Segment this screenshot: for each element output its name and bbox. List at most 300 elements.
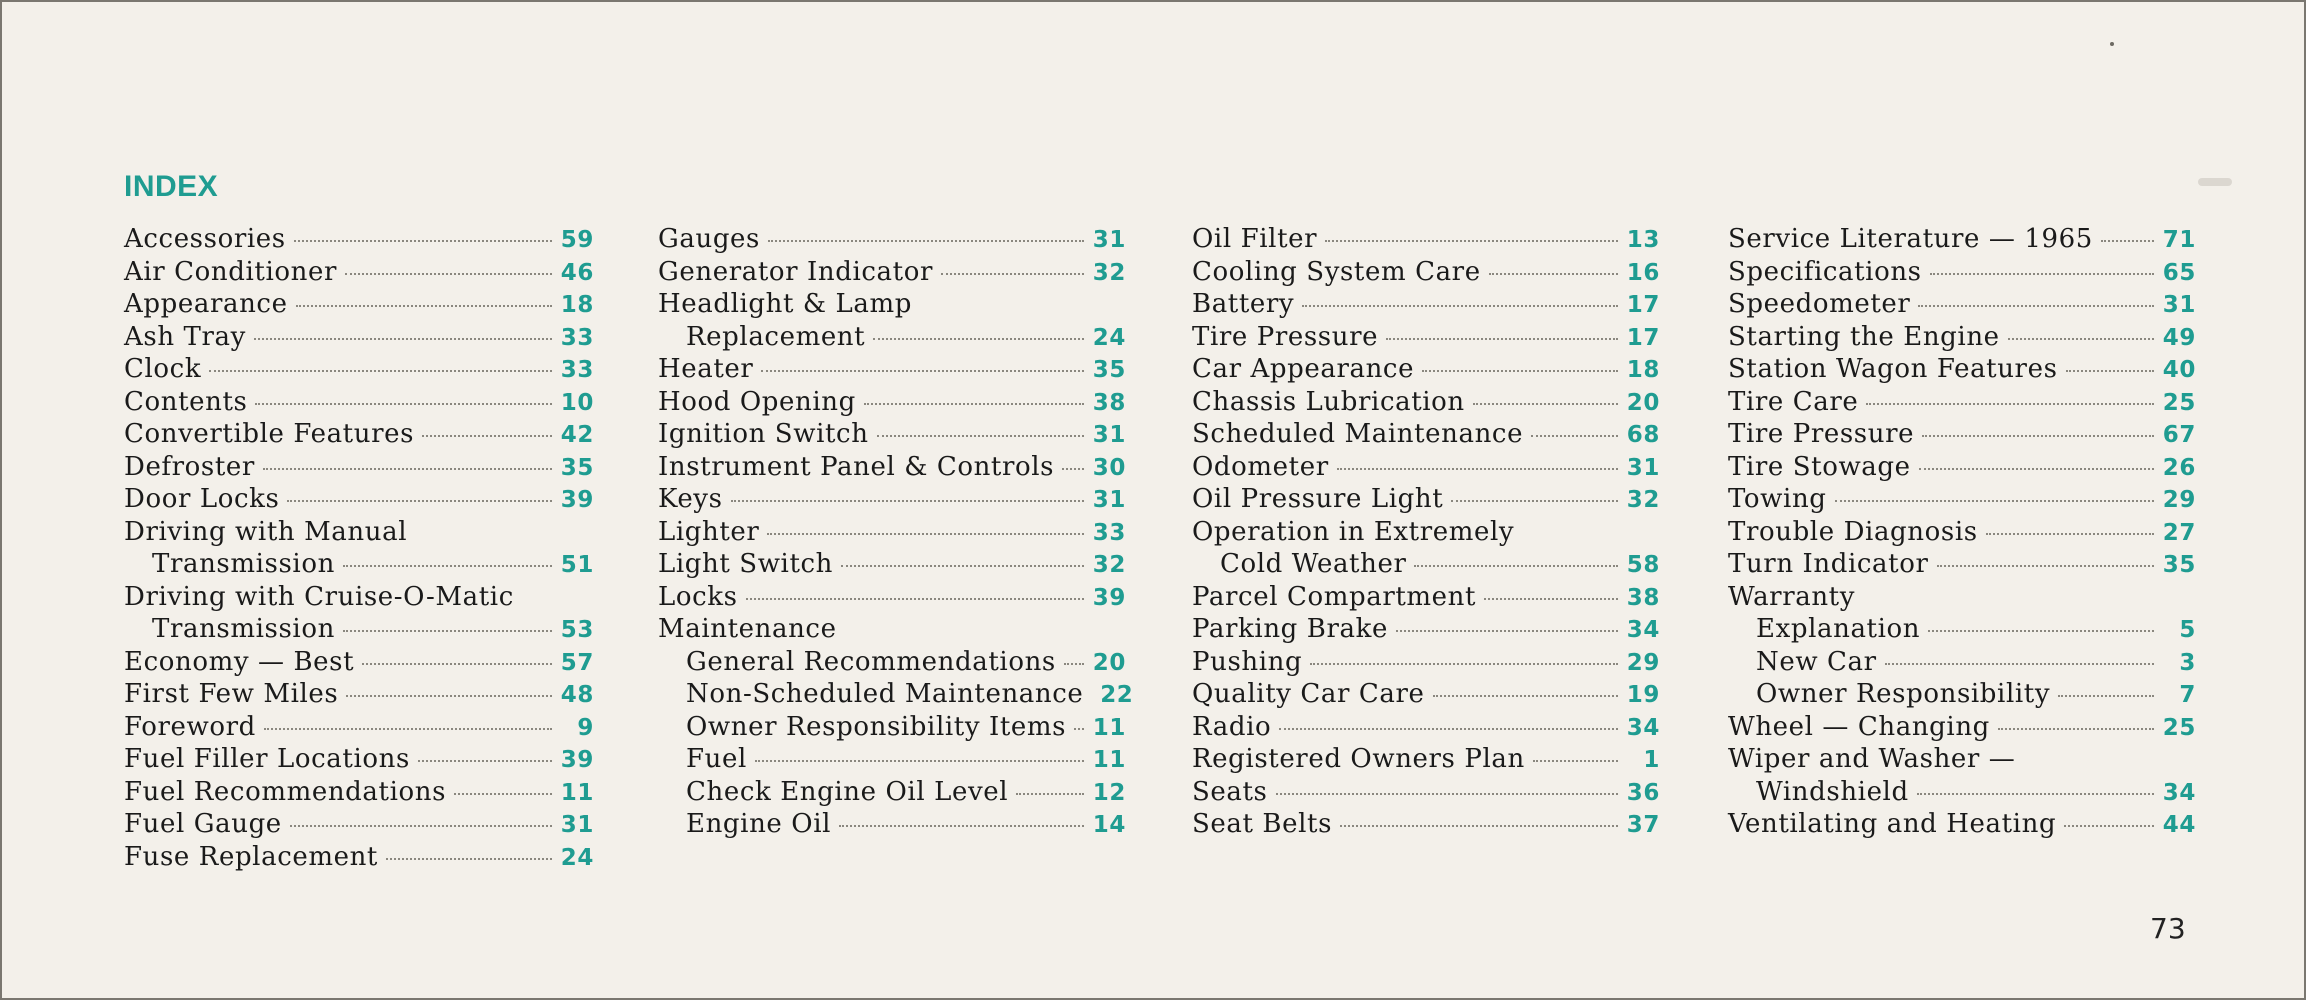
index-entry (1728, 452, 2196, 485)
entry-label: Parking Brake (1192, 614, 1388, 644)
dot-leader (2064, 825, 2154, 827)
entry-label: Clock (124, 354, 202, 384)
entry-label: Replacement (686, 321, 866, 352)
entry-page-number: 5 (2179, 617, 2196, 643)
index-column-3 (1192, 224, 1660, 842)
entry-page-number: 67 (2162, 422, 2196, 448)
entry-page-number: 17 (1626, 292, 1660, 318)
dot-leader (1310, 663, 1618, 665)
dot-leader (2008, 338, 2154, 340)
dot-leader (345, 273, 552, 275)
entry-label: Registered Owners Plan (1192, 744, 1525, 774)
dot-leader (422, 435, 552, 437)
index-entry (658, 582, 1126, 615)
dot-leader (731, 500, 1084, 502)
index-column-1 (124, 224, 594, 874)
entry-label: Fuel (686, 744, 747, 774)
entry-page-number: 31 (560, 812, 594, 838)
entry-label: Fuel Recommendations (124, 776, 447, 807)
dot-leader (1885, 663, 2154, 665)
entry-page-number: 39 (560, 747, 594, 773)
entry-page-number: 71 (2162, 227, 2196, 253)
entry-label: Fuel Gauge (124, 809, 282, 839)
entry-label: Owner Responsibility (1756, 679, 2051, 709)
index-entry (1728, 809, 2196, 842)
entry-page-number: 33 (1092, 519, 1126, 546)
dot-leader (768, 240, 1084, 242)
entry-label: Keys (658, 484, 723, 514)
dot-leader (1531, 435, 1618, 437)
index-entry (124, 354, 594, 387)
entry-page-number: 38 (1626, 584, 1660, 611)
dot-leader (1422, 370, 1618, 372)
index-entry (1192, 419, 1660, 452)
entry-label: Foreword (124, 711, 256, 742)
entry-page-number: 25 (2162, 714, 2196, 741)
index-entry (1728, 224, 2196, 257)
entry-page-number: 24 (1092, 324, 1126, 351)
index-entry (124, 679, 594, 712)
index-entry (658, 517, 1126, 550)
entry-label: Transmission (152, 614, 335, 644)
index-entry (1192, 289, 1660, 322)
entry-page-number: 42 (560, 422, 594, 448)
index-subentry (658, 712, 1126, 745)
dot-leader (1276, 793, 1619, 795)
entry-label: Air Conditioner (124, 256, 338, 287)
index-entry (1192, 484, 1660, 517)
page-title: INDEX (124, 170, 219, 203)
entry-label: Windshield (1756, 776, 1909, 807)
entry-page-number: 31 (1626, 454, 1660, 481)
entry-label: Driving with Cruise-O-Matic (124, 581, 514, 612)
index-entry (1728, 712, 2196, 745)
entry-page-number: 11 (560, 779, 594, 806)
entry-page-number: 10 (560, 389, 594, 416)
entry-page-number: 68 (1626, 422, 1660, 448)
entry-label: Parcel Compartment (1192, 581, 1477, 612)
index-entry (658, 257, 1126, 290)
dot-leader (1998, 728, 2154, 730)
entry-page-number: 32 (1092, 552, 1126, 578)
entry-label: Defroster (124, 451, 255, 482)
entry-page-number: 3 (2179, 649, 2196, 676)
dot-leader (2101, 240, 2154, 242)
entry-label: Warranty (1728, 581, 1856, 612)
dot-leader (1074, 728, 1084, 730)
entry-label: Quality Car Care (1192, 679, 1425, 709)
index-entry (124, 387, 594, 420)
index-entry (1192, 452, 1660, 485)
dot-leader (209, 370, 552, 372)
dot-leader (1451, 500, 1618, 502)
index-subentry (658, 647, 1126, 680)
entry-label: Chassis Lubrication (1192, 386, 1465, 417)
dot-leader (1922, 435, 2154, 437)
entry-page-number: 17 (1626, 324, 1660, 351)
entry-label: Service Literature — 1965 (1728, 224, 2093, 254)
entry-label: Tire Pressure (1728, 419, 1915, 449)
dot-leader (1533, 760, 1618, 762)
dot-leader (839, 825, 1084, 827)
entry-label: Radio (1192, 711, 1272, 742)
index-entry (124, 777, 594, 810)
index-entry (658, 387, 1126, 420)
entry-page-number: 7 (2179, 682, 2196, 708)
entry-page-number: 18 (560, 292, 594, 318)
index-entry-heading (124, 582, 594, 615)
dot-leader (1489, 273, 1618, 275)
dot-leader (343, 630, 552, 632)
entry-page-number: 51 (560, 552, 594, 578)
entry-label: Starting the Engine (1728, 321, 2000, 352)
dot-leader (454, 793, 552, 795)
index-subentry (658, 744, 1126, 777)
dot-leader (1866, 403, 2154, 405)
entry-label: Ignition Switch (658, 419, 869, 449)
dot-leader (1302, 305, 1618, 307)
paper-smudge (2198, 178, 2232, 186)
entry-label: Economy — Best (124, 646, 355, 677)
entry-label: Wiper and Washer — (1728, 744, 2016, 774)
index-entry (658, 224, 1126, 257)
index-entry-heading (1728, 744, 2196, 777)
entry-page-number: 26 (2162, 454, 2196, 481)
index-entry (1728, 484, 2196, 517)
dot-leader (1473, 403, 1618, 405)
index-entry (1192, 744, 1660, 777)
entry-label: Locks (658, 581, 738, 612)
dot-leader (941, 273, 1084, 275)
index-entry (124, 257, 594, 290)
entry-page-number: 38 (1092, 389, 1126, 416)
entry-page-number: 58 (1626, 552, 1660, 578)
entry-page-number: 31 (1092, 487, 1126, 513)
entry-label: Fuse Replacement (124, 841, 378, 872)
dot-leader (1930, 273, 2154, 275)
index-entry (1728, 419, 2196, 452)
entry-page-number: 35 (1092, 357, 1126, 383)
entry-page-number: 22 (1100, 682, 1134, 708)
dot-leader (290, 825, 552, 827)
dot-leader (1340, 825, 1618, 827)
index-entry (1728, 549, 2196, 582)
entry-page-number: 29 (1626, 649, 1660, 676)
dot-leader (294, 240, 552, 242)
index-entry (124, 224, 594, 257)
entry-page-number: 19 (1626, 682, 1660, 708)
index-entry (1192, 712, 1660, 745)
index-entry-heading (124, 517, 594, 550)
dot-leader (1279, 728, 1618, 730)
dot-leader (1396, 630, 1618, 632)
index-entry (1728, 322, 2196, 355)
index-entry (1192, 679, 1660, 712)
index-subentry (658, 679, 1134, 712)
entry-page-number: 11 (1092, 714, 1126, 741)
entry-label: Transmission (152, 549, 335, 579)
entry-page-number: 32 (1626, 487, 1660, 513)
entry-label: New Car (1756, 646, 1877, 677)
entry-label: Convertible Features (124, 419, 415, 449)
dot-leader (2058, 695, 2154, 697)
index-column-4 (1728, 224, 2196, 842)
dot-leader (1337, 468, 1618, 470)
entry-page-number: 31 (2162, 292, 2196, 318)
index-entry-heading (1728, 582, 2196, 615)
entry-page-number: 29 (2162, 487, 2196, 513)
dot-leader (346, 695, 552, 697)
entry-label: Contents (124, 386, 248, 417)
entry-page-number: 53 (560, 617, 594, 643)
entry-label: Tire Stowage (1728, 451, 1911, 482)
dot-leader (2066, 370, 2154, 372)
entry-page-number: 31 (1092, 227, 1126, 253)
entry-label: Trouble Diagnosis (1728, 516, 1978, 547)
page-number: 73 (2150, 912, 2186, 945)
index-subentry (658, 777, 1126, 810)
entry-page-number: 34 (2162, 779, 2196, 806)
index-entry (658, 549, 1126, 582)
dot-leader (255, 403, 552, 405)
index-entry (1192, 582, 1660, 615)
index-entry (1192, 809, 1660, 842)
index-entry-heading (1192, 517, 1660, 550)
entry-label: Cooling System Care (1192, 256, 1481, 287)
dot-leader (287, 500, 552, 502)
entry-label: General Recommendations (686, 646, 1056, 677)
entry-page-number: 65 (2162, 259, 2196, 286)
index-entry (1728, 387, 2196, 420)
index-entry-heading (658, 614, 1126, 647)
entry-page-number: 24 (560, 844, 594, 871)
entry-label: Battery (1192, 289, 1295, 319)
entry-page-number: 59 (560, 227, 594, 253)
entry-label: Cold Weather (1220, 549, 1407, 579)
index-entry (658, 452, 1126, 485)
entry-page-number: 44 (2162, 812, 2196, 838)
entry-label: Scheduled Maintenance (1192, 419, 1524, 449)
entry-label: Lighter (658, 516, 760, 547)
entry-label: Tire Pressure (1192, 321, 1379, 352)
entry-label: Pushing (1192, 646, 1303, 677)
index-entry (124, 419, 594, 452)
index-entry (124, 744, 594, 777)
index-entry (1728, 289, 2196, 322)
entry-page-number: 57 (560, 649, 594, 676)
entry-page-number: 39 (560, 487, 594, 513)
index-entry (1192, 387, 1660, 420)
index-subentry (1728, 647, 2196, 680)
dot-leader (1433, 695, 1619, 697)
index-entry (124, 712, 594, 745)
dot-leader (1835, 500, 2154, 502)
index-entry (1728, 354, 2196, 387)
index-subentry (658, 322, 1126, 355)
entry-label: Station Wagon Features (1728, 354, 2058, 384)
entry-page-number: 32 (1092, 259, 1126, 286)
index-entry (1728, 517, 2196, 550)
entry-label: Hood Opening (658, 386, 856, 417)
index-entry-heading (658, 289, 1126, 322)
entry-page-number: 25 (2162, 389, 2196, 416)
entry-page-number: 35 (2162, 552, 2196, 578)
index-entry (1192, 777, 1660, 810)
entry-label: Maintenance (658, 614, 837, 644)
entry-label: Door Locks (124, 484, 280, 514)
entry-page-number: 20 (1092, 649, 1126, 676)
dot-leader (1016, 793, 1084, 795)
entry-page-number: 39 (1092, 584, 1126, 611)
entry-page-number: 33 (560, 324, 594, 351)
dot-leader (877, 435, 1084, 437)
entry-label: Driving with Manual (124, 516, 408, 547)
dot-leader (841, 565, 1084, 567)
dot-leader (1919, 468, 2154, 470)
dot-leader (1414, 565, 1618, 567)
index-entry (658, 354, 1126, 387)
dot-leader (362, 663, 552, 665)
index-subentry (1728, 614, 2196, 647)
entry-page-number: 40 (2162, 357, 2196, 383)
dot-leader (864, 403, 1084, 405)
entry-page-number: 46 (560, 259, 594, 286)
entry-page-number: 18 (1626, 357, 1660, 383)
entry-label: Wheel — Changing (1728, 711, 1990, 742)
entry-page-number: 31 (1092, 422, 1126, 448)
index-column-2 (658, 224, 1134, 842)
dot-leader (1917, 793, 2154, 795)
index-subentry (1728, 777, 2196, 810)
dot-leader (386, 858, 552, 860)
index-entry (124, 289, 594, 322)
index-subentry (1192, 549, 1660, 582)
entry-label: Owner Responsibility Items (686, 711, 1067, 742)
dot-leader (1325, 240, 1618, 242)
index-entry (124, 322, 594, 355)
dot-leader (296, 305, 552, 307)
entry-label: Check Engine Oil Level (686, 776, 1009, 807)
entry-page-number: 9 (577, 714, 594, 741)
dot-leader (1937, 565, 2155, 567)
entry-label: Ash Tray (124, 321, 246, 352)
entry-page-number: 13 (1626, 227, 1660, 253)
entry-label: Oil Pressure Light (1192, 484, 1444, 514)
entry-label: Heater (658, 354, 754, 384)
dot-leader (264, 728, 552, 730)
entry-page-number: 12 (1092, 779, 1126, 806)
dot-leader (746, 598, 1084, 600)
entry-page-number: 37 (1626, 812, 1660, 838)
entry-page-number: 48 (560, 682, 594, 708)
entry-label: Generator Indicator (658, 256, 933, 287)
entry-label: Gauges (658, 224, 760, 254)
entry-label: Appearance (124, 289, 288, 319)
entry-page-number: 30 (1092, 454, 1126, 481)
index-subentry (124, 614, 594, 647)
entry-label: Tire Care (1728, 386, 1859, 417)
index-entry (1192, 647, 1660, 680)
entry-label: Headlight & Lamp (658, 289, 913, 319)
entry-page-number: 20 (1626, 389, 1660, 416)
index-subentry (124, 549, 594, 582)
entry-label: Seats (1192, 776, 1268, 807)
dot-leader (1062, 468, 1084, 470)
entry-page-number: 35 (560, 454, 594, 481)
entry-page-number: 16 (1626, 259, 1660, 286)
dot-leader (755, 760, 1084, 762)
dot-leader (761, 370, 1084, 372)
entry-label: Speedometer (1728, 289, 1911, 319)
entry-label: Ventilating and Heating (1728, 809, 2057, 839)
index-subentry (658, 809, 1126, 842)
dot-leader (767, 533, 1084, 535)
dot-leader (873, 338, 1084, 340)
entry-page-number: 1 (1643, 747, 1660, 773)
entry-page-number: 14 (1092, 812, 1126, 838)
entry-label: Fuel Filler Locations (124, 744, 410, 774)
entry-label: Instrument Panel & Controls (658, 451, 1055, 482)
entry-label: Specifications (1728, 256, 1922, 287)
entry-page-number: 27 (2162, 519, 2196, 546)
entry-label: Odometer (1192, 451, 1329, 482)
entry-label: Seat Belts (1192, 809, 1333, 839)
index-subentry (1728, 679, 2196, 712)
index-entry (1192, 224, 1660, 257)
index-entry (1192, 322, 1660, 355)
entry-page-number: 34 (1626, 617, 1660, 643)
dot-leader (1918, 305, 2154, 307)
index-entry (124, 647, 594, 680)
index-entry (1728, 257, 2196, 290)
index-entry (124, 842, 594, 875)
dot-leader (1986, 533, 2154, 535)
entry-page-number: 36 (1626, 779, 1660, 806)
entry-label: Non-Scheduled Maintenance (686, 679, 1084, 709)
dot-leader (1484, 598, 1618, 600)
dot-leader (254, 338, 552, 340)
dot-leader (1386, 338, 1618, 340)
index-entry (124, 484, 594, 517)
entry-page-number: 33 (560, 357, 594, 383)
entry-label: Explanation (1756, 614, 1921, 644)
index-entry (1192, 614, 1660, 647)
entry-page-number: 49 (2162, 324, 2196, 351)
entry-label: Oil Filter (1192, 224, 1318, 254)
index-entry (1192, 354, 1660, 387)
index-entry (124, 809, 594, 842)
dot-leader (263, 468, 552, 470)
entry-label: Car Appearance (1192, 354, 1415, 384)
dot-leader (418, 760, 552, 762)
entry-page-number: 34 (1626, 714, 1660, 741)
paper-speck (2110, 42, 2114, 46)
entry-page-number: 11 (1092, 747, 1126, 773)
entry-label: First Few Miles (124, 679, 339, 709)
entry-label: Operation in Extremely (1192, 516, 1515, 547)
index-entry (1192, 257, 1660, 290)
entry-label: Light Switch (658, 549, 834, 579)
index-entry (658, 484, 1126, 517)
entry-label: Towing (1728, 484, 1827, 514)
dot-leader (343, 565, 552, 567)
dot-leader (1064, 663, 1084, 665)
entry-label: Engine Oil (686, 809, 832, 839)
index-entry (658, 419, 1126, 452)
index-entry (124, 452, 594, 485)
entry-label: Turn Indicator (1728, 549, 1929, 579)
entry-label: Accessories (124, 224, 286, 254)
